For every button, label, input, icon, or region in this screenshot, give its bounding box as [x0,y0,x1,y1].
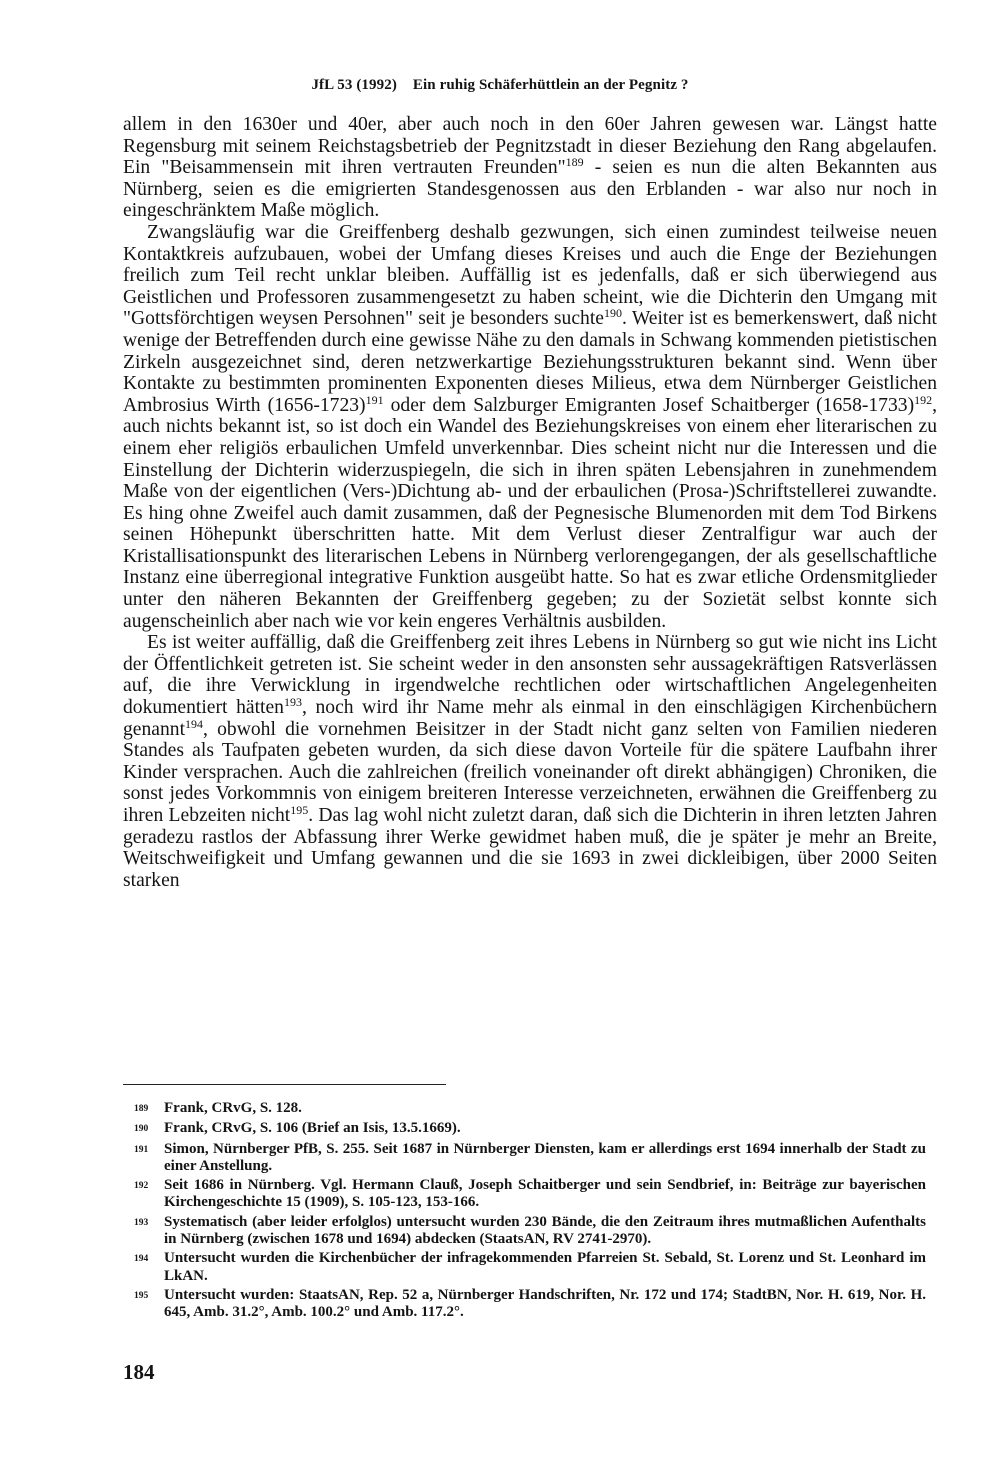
text-run: . Das lag wohl nicht zuletzt daran, daß sich die Dichterin in ihren letzten Jahren geradezu rastlos der Abfassung ihrer Werke gewidmet haben muß, die je später je mehr an Breite, Weitschweifigkeit und Umfang gewannen und die sie 1693 in zwei dickleibigen, über 2000 Seiten starken [123,805,937,891]
footnote [134,1100,926,1118]
footnote-ref: 195 [290,803,309,817]
footnote-rule [123,1084,446,1085]
footnote-text: Systematisch (aber leider erfolglos) untersucht wurden 230 Bände, die den Zeitraum ihres mutmaßlichen Aufenthalts in Nürnberg (zwischen 1678 und 1694) abdecken (StaatsAN, RV 2741-2970). [164,1213,926,1248]
running-head [0,77,1000,94]
footnote [134,1250,926,1285]
footnote-number: 190 [134,1124,149,1135]
paragraph [123,632,937,891]
footnote [134,1214,926,1249]
footnote-text: Untersucht wurden: StaatsAN, Rep. 52 a, Nürnberger Handschriften, Nr. 172 und 174; StadtBN, Nor. H. 619, Nor. H. 645, Amb. 31.2°, Amb. 100.2° und Amb. 117.2°. [164,1286,926,1321]
footnote-ref: 189 [565,155,584,170]
footnote-text: Frank, CRvG, S. 128. [164,1100,302,1116]
footnote [134,1177,926,1212]
footnote-text: Untersucht wurden die Kirchenbücher der infragekommenden Pfarreien St. Sebald, St. Lorenz und St. Leonhard im LkAN. [164,1250,926,1284]
footnote-number: 195 [134,1290,149,1301]
text-run: oder dem Salzburger Emigranten Josef Schaitberger (1658-1733) [383,394,915,416]
text-run: , auch nichts bekannt ist, so ist doch ein Wandel des Beziehungskreises von einem eher literarischen zu einem eher religiös erbaulichen Umfeld unverkennbar. Dies scheint nicht nur die Interessen und die Einstellung der Dichterin widerzuspiegeln, die sich in ihren späten Lebensjahren in zunehmendem Maße von der eigentlichen (Vers-)Dichtung ab- und der erbaulichen (Prosa-)Schriftstellerei zuwandte. Es hing ohne Zweifel auch damit zusammen, daß der Pegnesische Blumenorden mit dem Tod Birkens seinen Höhepunkt überschritten hatte. Mit dem Verlust dieser Zentralfigur war auch der Kristallisationspunkt des literarischen Lebens in Nürnberg verlorengegangen, der als gesellschaftliche Instanz eine überregional integrative Funktion ausgeübt hatte. So hat es zwar etliche Ordensmitglieder unter den näheren Bekannten der Greiffenberg gegeben; zu der Sozietät selbst konnte sich augenscheinlich aber nach wie vor kein engeres Verhältnis ausbilden. [123,394,938,632]
footnote-number: 189 [134,1104,149,1114]
text-run: Es ist weiter auffällig, daß die Greiffenberg zeit ihres Lebens in Nürnberg so gut wie nicht ins Licht der Öffentlichkeit getreten ist. Sie scheint weder in den ansonsten sehr aussagekräftigen Ratsverlässen auf, die ihre Verwicklung in irgendwelche rechtlichen oder wirtschaftlichen Angelegenheiten dokumentiert hätten [123,632,937,719]
text-run: Zwangsläufig war die Greiffenberg deshalb gezwungen, sich einen zumindest teilweise neuen Kontaktkreis aufzubauen, wobei der Umfang dieses Kreises und auch die Enge der Beziehungen freilich zum Teil recht unklar bleiben. Auffällig ist es jedenfalls, daß er sich überwiegend aus Geistlichen und Professoren zusammengesetzt zu haben scheint, wie die Dichterin den Umgang mit "Gottsförchtigen weysen Persohnen" seit je besonders suchte [123,221,937,330]
footnote-number: 192 [134,1181,149,1192]
footnote-ref: 190 [603,306,622,321]
text-run: , obwohl die vornehmen Beisitzer in der Stadt nicht ganz selten von Familien niederen Standes als Taufpaten gebeten wurden, da sich diese davon Vorteile für die spätere Laufbahn ihrer Kinder versprachen. Auch die zahlreichen (freilich voneinander oft direkt abhängigen) Chroniken, die sonst jedes Vorkommnis von einigem breiteren Interesse verzeichneten, erwähnen die Greiffenberg zu ihren Lebzeiten nicht [123,718,937,826]
footnote-number: 193 [134,1217,149,1228]
text-run: . Weiter ist es bemerkenswert, daß nicht wenige der Betreffenden durch eine gewisse Nähe zu den damals in Schwang kommenden pietistischen Zirkeln ausgezeichnet sind, deren netzwerkartige Beziehungsstrukturen bekannt sind. Wenn über Kontakte zu bestimmten prominenten Exponenten dieses Milieus, etwa dem Nürnberger Geistlichen Ambrosius Wirth (1656-1723) [123,308,937,416]
footnote [134,1141,926,1176]
running-head-journal: JfL 53 (1992) [311,77,397,93]
text-run: allem in den 1630er und 40er, aber auch noch in den 60er Jahren gewesen war. Längst hatte Regensburg mit seinem Reichstagsbetrieb der Pegnitzstadt in dieser Beziehung den Rang abgelaufen. Ein "Beisammensein mit ihren vertrauten Freunden" [123,114,937,179]
footnote-text: Simon, Nürnberger PfB, S. 255. Seit 1687 in Nürnberger Diensten, kam er allerdings erst 1694 innerhalb der Stadt zu einer Anstellung. [164,1140,926,1174]
page-number: 184 [123,1360,155,1384]
footnote-ref: 192 [914,392,933,407]
footnote [134,1287,926,1322]
text-run: , noch wird ihr Name mehr als einmal in den einschlägigen Kirchenbüchern genannt [123,697,937,740]
paragraph [123,114,937,222]
body-text [123,114,937,891]
footnote-number: 191 [134,1144,149,1155]
text-run: - seien es nun die alten Bekannten aus Nürnberg, seien es die emigrierten Standesgenossen aus den Erblanden - war also nur noch in eingeschränktem Maße möglich. [123,157,937,222]
footnote [134,1120,926,1138]
footnote-text: Frank, CRvG, S. 106 (Brief an Isis, 13.5.1669). [164,1120,461,1137]
footnotes [134,1100,926,1324]
footnote-number: 194 [134,1254,149,1265]
footnote-ref: 194 [185,716,204,731]
footnote-text: Seit 1686 in Nürnberg. Vgl. Hermann Clauß, Joseph Schaitberger und sein Sendbrief, in: Beiträge zur bayerischen Kirchengeschichte 15 (1909), S. 105-123, 153-166. [164,1177,926,1211]
running-head-title: Ein ruhig Schäferhüttlein an der Pegnitz ? [412,77,689,93]
footnote-ref: 191 [365,392,384,407]
footnote-ref: 193 [283,695,302,710]
paragraph [123,222,937,632]
